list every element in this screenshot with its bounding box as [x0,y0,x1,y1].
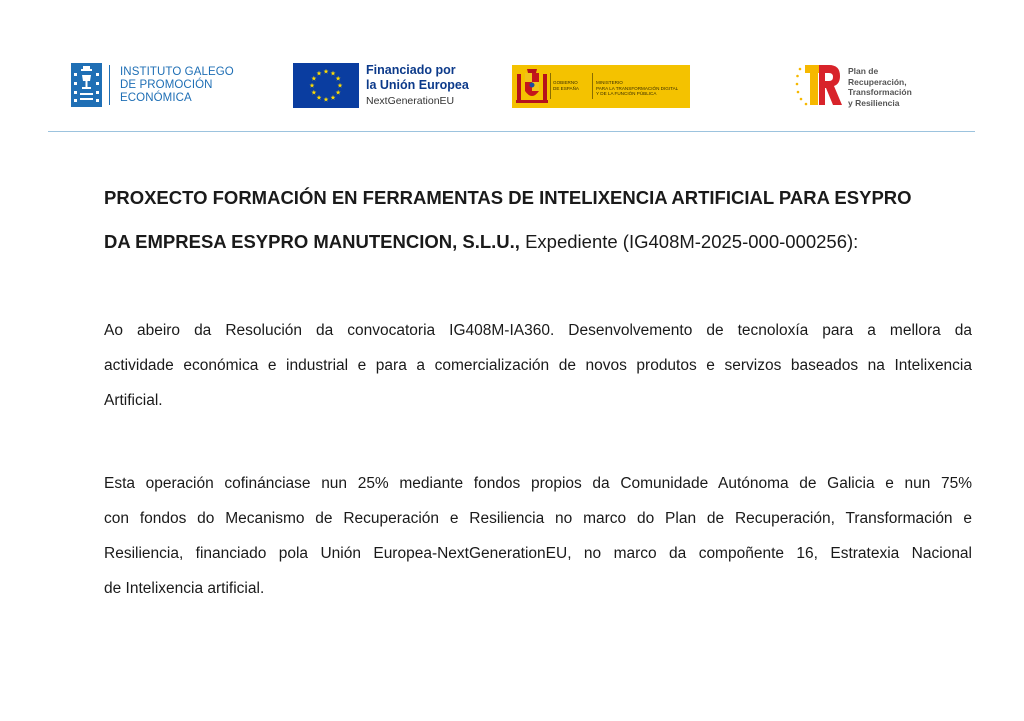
paragraph-line: Artificial. [104,392,163,409]
title-company: DA EMPRESA ESYPRO MANUTENCION, S.L.U., [104,231,520,252]
eu-line-2: la Unión Europea [366,78,469,92]
gobierno-espana-logo [512,65,690,108]
document-title-line-1 [104,186,974,210]
igape-name-line: INSTITUTO GALEGO [120,66,234,78]
ministerio-name-line: Y DE LA FUNCIÓN PÚBLICA [596,91,657,96]
paragraph-cofinancing [104,466,972,606]
prtr-logo [795,63,925,107]
paragraph-line: actividade económica e industrial e para a comercialización de novos produtos e servizos baseados na Intelixencia [104,357,972,374]
prtr-name-line: y Resiliencia [848,97,900,108]
eu-star-icon [324,97,329,102]
prtr-logo-icon [795,63,843,107]
spain-coat-of-arms-icon [516,68,548,105]
paragraph-line: Esta operación cofinánciase nun 25% mediante fondos propios da Comunidade Autónoma de Galicia e nun 75% [104,475,972,492]
eu-line-1: Financiado por [366,63,456,77]
header-logos [0,0,1024,130]
prtr-name-line: Recuperación, [848,76,907,87]
igape-name-line: ECONÓMICA [120,92,192,104]
gobierno-name [553,80,579,91]
prtr-name-line: Plan de [848,66,879,76]
eu-star-icon [317,71,322,76]
prtr-name [848,66,912,108]
ministerio-name-line: PARA LA TRANSFORMACIÓN DIGITAL [596,85,679,91]
prtr-name-line: Transformación [848,87,912,97]
paragraph-resolution [104,313,972,418]
eu-star-icon [310,83,315,88]
title-expediente: Expediente (IG408M-2025-000-000256): [519,231,859,252]
eu-star-icon [324,69,329,74]
paragraph-line: con fondos do Mecanismo de Recuperación e Resiliencia no marco do Plan de Recuperación, Transformación e [104,510,972,527]
eu-star-icon [317,95,322,100]
paragraph-line: Ao abeiro da Resolución da convocatoria IG408M-IA360. Desenvolvemento de tecnoloxía para a mellora da [104,322,972,339]
eu-line-3: NextGenerationEU [366,95,455,107]
eu-funding-logo [293,62,483,110]
galicia-coat-of-arms-icon [71,63,102,107]
ministerio-divider [592,73,593,99]
igape-logo [71,63,241,109]
ministerio-name [596,80,678,97]
eu-star-icon [338,83,343,88]
paragraph-line: de Intelixencia artificial. [104,580,265,597]
eu-star-icon [336,76,341,81]
eu-star-icon [331,71,336,76]
eu-star-icon [336,90,341,95]
igape-divider [109,65,110,105]
document-title-line-2 [104,230,974,254]
title-line-1-text: PROXECTO FORMACIÓN EN FERRAMENTAS DE INTELIXENCIA ARTIFICIAL PARA ESYPRO [104,187,912,208]
gobierno-name-line: DE ESPAÑA [553,85,579,91]
header-divider [48,131,975,132]
eu-star-icon [311,90,316,95]
eu-flag-icon [293,63,359,108]
eu-star-icon [311,76,316,81]
paragraph-line: Resiliencia, financiado pola Unión Europea-NextGenerationEU, no marco da compoñente 16, Estratexia Nacional [104,545,972,562]
gobierno-divider [550,73,551,99]
gobierno-name-line: GOBIERNO [553,80,578,85]
igape-name-line: DE PROMOCIÓN [120,79,213,91]
ministerio-name-line: MINISTERIO [596,80,623,85]
eu-star-icon [331,95,336,100]
igape-name [120,66,245,105]
